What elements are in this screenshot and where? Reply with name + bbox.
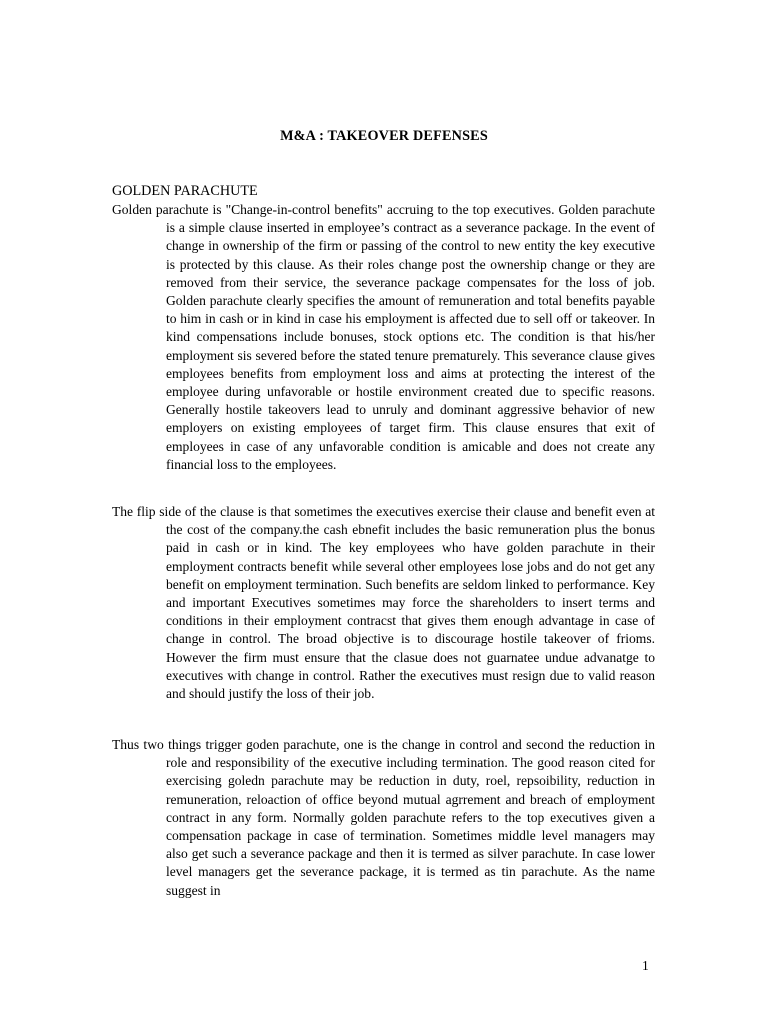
section-heading: GOLDEN PARACHUTE — [112, 183, 258, 199]
page-number: 1 — [642, 958, 649, 973]
document-title: M&A : TAKEOVER DEFENSES — [280, 128, 488, 144]
paragraph-2: The flip side of the clause is that sometimes the executives exercise their clause and benefit even at the cost of the company.the cash ebnefit includes the basic remuneration plus the bonus paid in cash or in kind. The key employees who have golden parachute in their employment contracts benefit while several other employees lose jobs and do not get any benefit on employment termination. Such benefits are seldom linked to performance. Key and important Executives sometimes may force the shareholders to insert terms and conditions in their employment contracst that gives them enough advantage in case of change in control. The broad objective is to discourage hostile takeover of frioms. However the firm must ensure that the clasue does not guarnatee undue advanatge to executives with change in control. Rather the executives must resign due to valid reason and should justify the loss of their job. — [112, 504, 655, 702]
paragraph-3: Thus two things trigger goden parachute, one is the change in control and second the reduction in role and responsibility of the executive including termination. The good reason cited for exercising goledn parachute may be reduction in duty, roel, repsoibility, reduction in remuneration, reloaction of office beyond mutual agrrement and breach of employment contract in any form. Normally golden parachute refers to the top executives given a compensation package in case of termination. Sometimes middle level managers may also get such a severance package and then it is termed as silver parachute. In case lower level managers get the severance package, it is termed as tin parachute. As the name suggest in — [112, 737, 655, 898]
paragraph-1: Golden parachute is "Change-in-control benefits" accruing to the top executives. Golden parachute is a simple clause inserted in employee’s contract as a severance package. In the event of change in ownership of the firm or passing of the control to new entity the key executive is protected by this clause. As their roles change post the ownership change or they are removed from their service, the severance package compensates for the loss of job. Golden parachute clearly specifies the amount of remuneration and total benefits payable to him in cash or in kind in case his employment is affected due to sell off or takeover. In kind compensations include bonuses, stock options etc. The condition is that his/her employment sis severed before the stated tenure prematurely. This severance clause gives employees benefits from employment loss and aims at protecting the interest of the employee during unfavorable or hostile environment created due to specific reasons. Generally hostile takeovers lead to unruly and dominant aggressive behavior of new employers on existing employees of target firm. This clause ensures that exit of employees in case of any unfavorable condition is amicable and does not create any financial loss to the employees. — [112, 202, 655, 472]
